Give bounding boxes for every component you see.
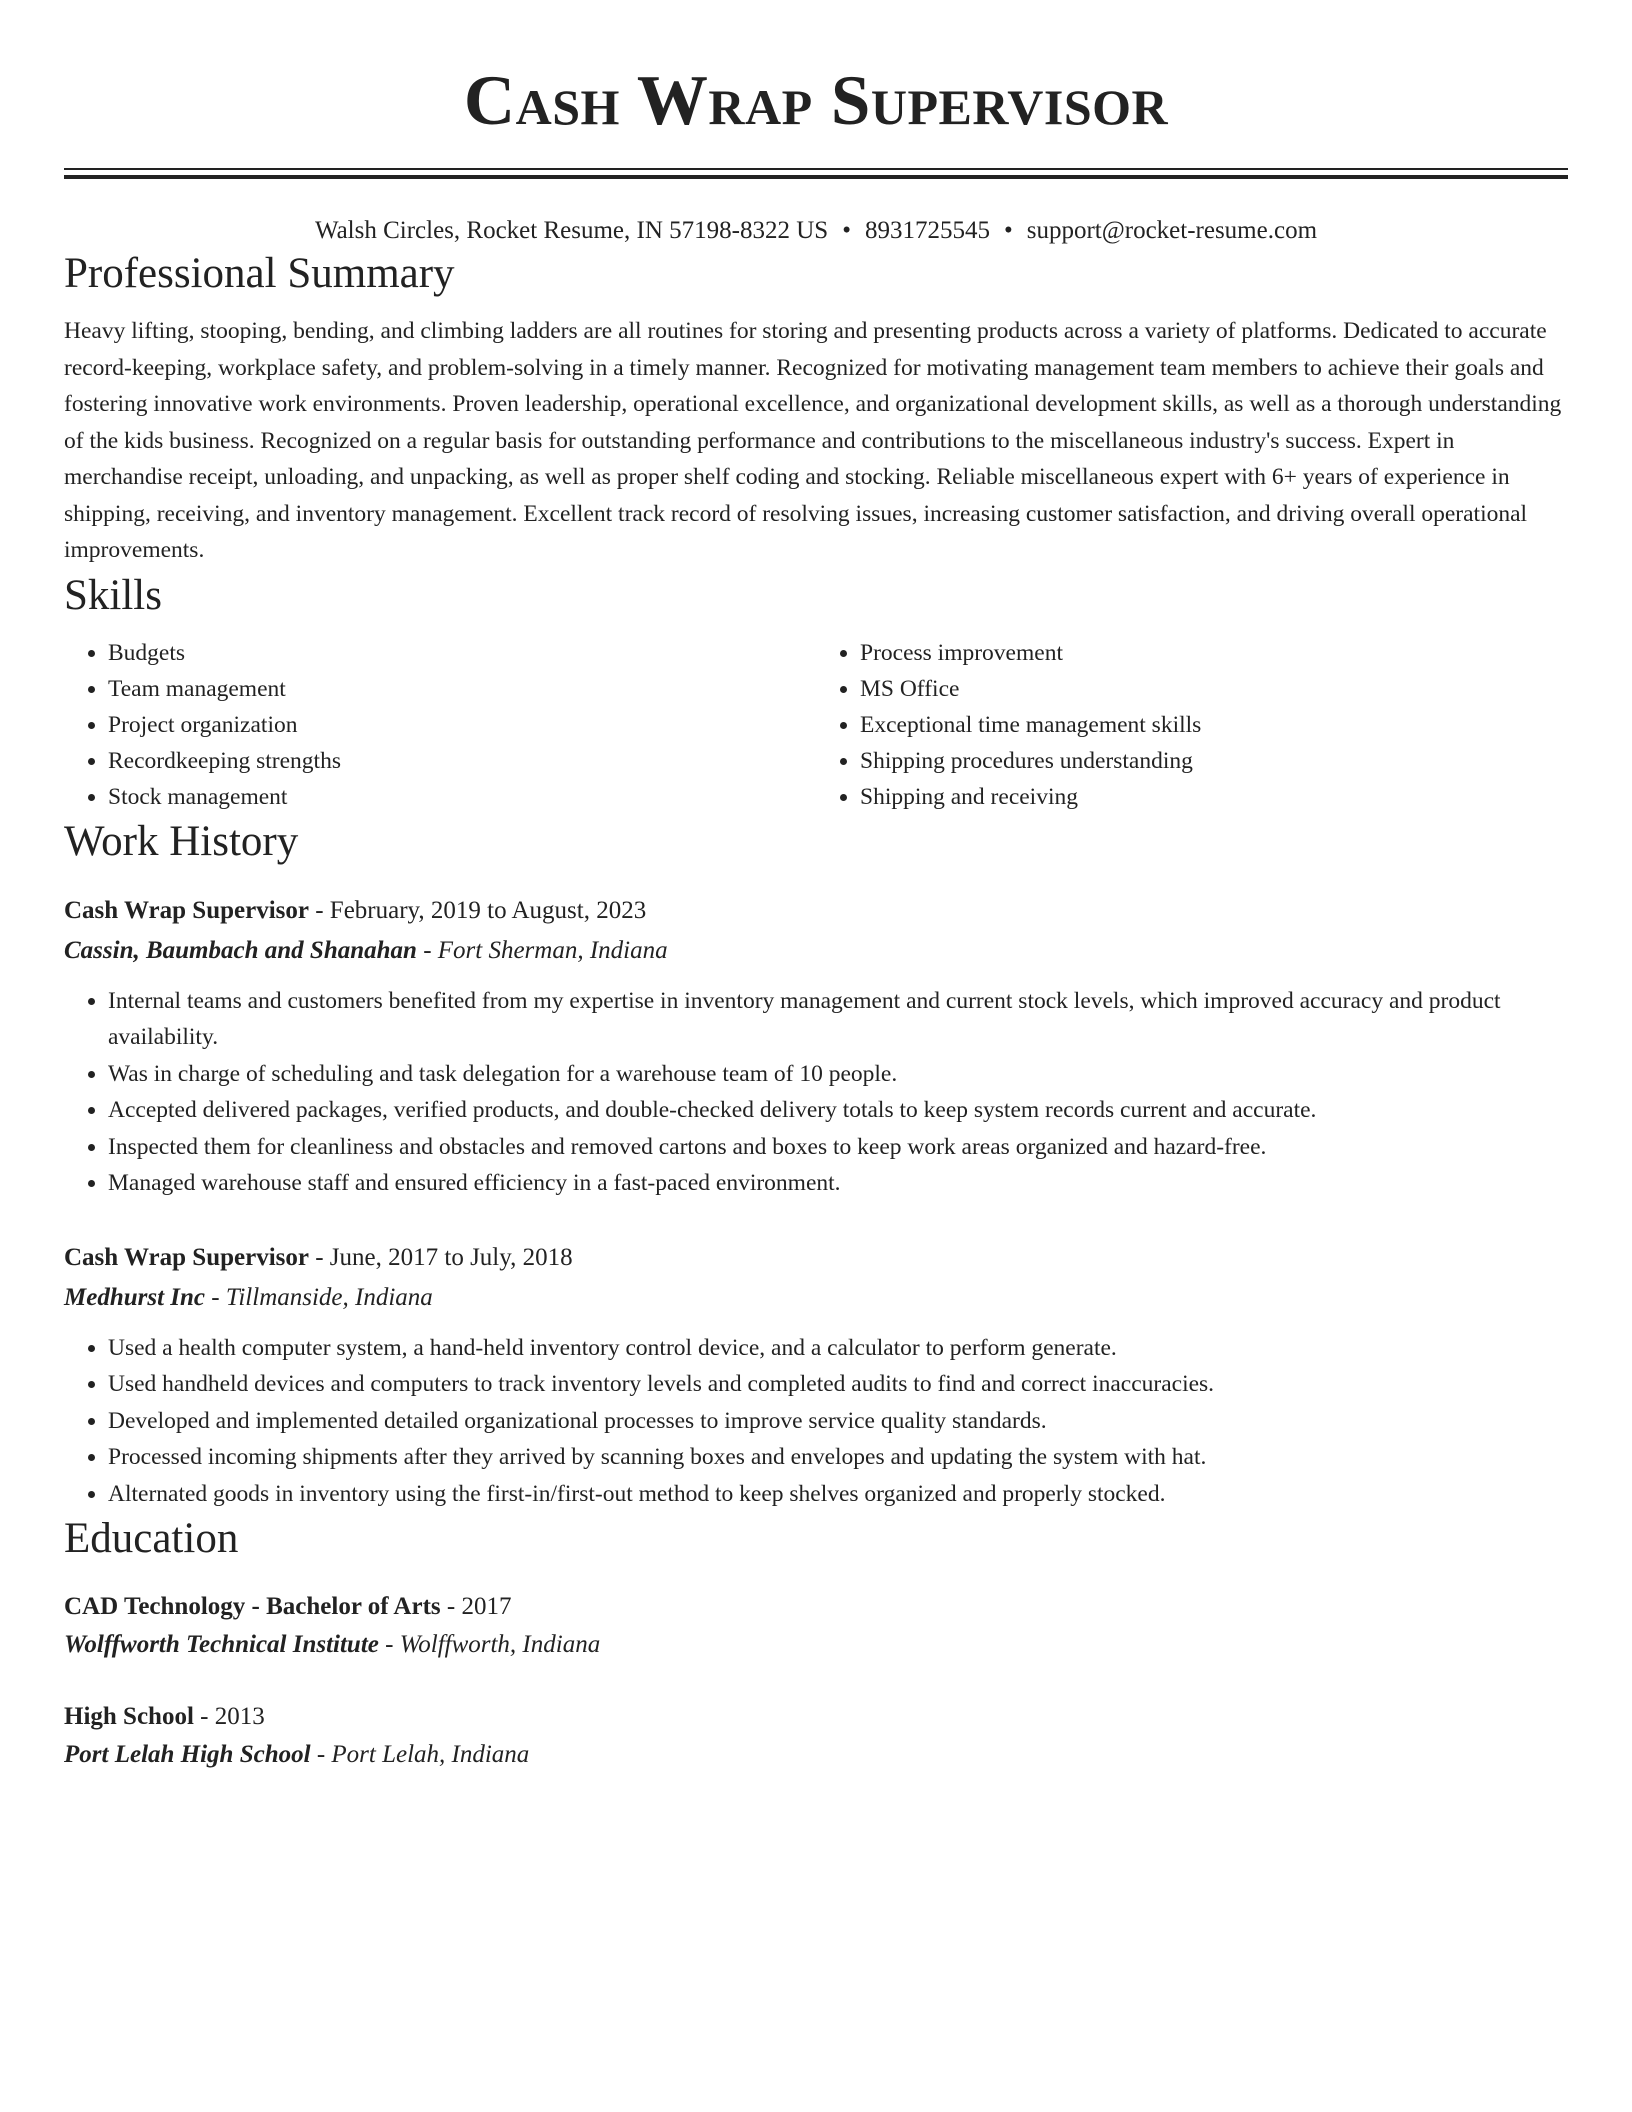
job-title: Cash Wrap Supervisor [64, 1243, 309, 1271]
education-entry [64, 1698, 1568, 1774]
resume-name: Cash Wrap Supervisor [463, 62, 1169, 140]
job-company: Cassin, Baumbach and Shanahan [64, 936, 417, 964]
job-title: Cash Wrap Supervisor [64, 896, 309, 924]
contact-separator: • [842, 217, 851, 244]
education-school-line [64, 1626, 1568, 1664]
skills-list-right [816, 635, 1568, 815]
job-bullets [64, 983, 1568, 1202]
skills-heading: Skills [64, 571, 162, 619]
job-entry [64, 1238, 1568, 1513]
skills-columns [64, 635, 1568, 815]
contact-line [64, 215, 1568, 247]
skill-item: • Stock management [108, 779, 816, 815]
skill-item: • Project organization [108, 707, 816, 743]
education-degree-line [64, 1698, 1568, 1736]
job-dates: - June, 2017 to July, 2018 [308, 1243, 573, 1271]
education-year: - 2013 [193, 1703, 265, 1730]
job-entry [64, 891, 1568, 1202]
header-double-rule [64, 168, 1568, 179]
skill-item: • Team management [108, 671, 816, 707]
education-location: - Port Lelah, Indiana [310, 1741, 530, 1768]
job-bullet: • Inspected them for cleanliness and obstacles and removed cartons and boxes to keep work areas organized and hazard-free. [108, 1129, 1568, 1166]
education-school: Port Lelah High School [64, 1741, 311, 1768]
job-bullets [64, 1330, 1568, 1513]
skill-item: • Shipping and receiving [860, 779, 1568, 815]
contact-separator: • [1003, 217, 1013, 244]
education-school: Wolffworth Technical Institute [64, 1631, 379, 1658]
job-location: - Fort Sherman, Indiana [416, 936, 668, 964]
job-bullet: • Managed warehouse staff and ensured efficiency in a fast-paced environment. [108, 1165, 1568, 1202]
education-degree: CAD Technology - Bachelor of Arts [64, 1593, 441, 1620]
contact-address: Walsh Circles, Rocket Resume, IN 57198-8322 US [314, 217, 829, 244]
summary-heading: Professional Summary [64, 250, 455, 297]
summary-text: Heavy lifting, stooping, bending, and climbing ladders are all routines for storing and presenting products across a variety of platforms. Dedicated to accurate record-keeping, workplace safety, and problem-solving in a timely manner. Recognized for motivating management team members to achieve their goals and fostering innovative work environments. Proven leadership, operational excellence, and organizational development skills, as well as a thorough understanding of the kids business. Recognized on a regular basis for outstanding performance and contributions to the miscellaneous industry's success. Expert in merchandise receipt, unloading, and unpacking, as well as proper shelf coding and stocking. Reliable miscellaneous expert with 6+ years of experience in shipping, receiving, and inventory management. Excellent track record of resolving issues, increasing customer satisfaction, and driving overall operational improvements. [64, 318, 1562, 563]
job-title-line [64, 1238, 1568, 1278]
skill-item: • Recordkeeping strengths [108, 743, 816, 779]
job-bullet: • Used handheld devices and computers to track inventory levels and completed audits to find and correct inaccuracies. [108, 1366, 1568, 1403]
education-degree: High School [64, 1703, 194, 1730]
job-bullet: • Was in charge of scheduling and task delegation for a warehouse team of 10 people. [108, 1056, 1568, 1093]
job-bullet: • Developed and implemented detailed organizational processes to improve service quality standards. [108, 1403, 1568, 1440]
education-year: - 2017 [440, 1593, 512, 1620]
skill-item: • Shipping procedures understanding [860, 743, 1568, 779]
education-school-line [64, 1736, 1568, 1774]
contact-email: support@rocket-resume.com [1026, 217, 1318, 244]
education-entry [64, 1588, 1568, 1664]
skill-item: • Exceptional time management skills [860, 707, 1568, 743]
education-degree-line [64, 1588, 1568, 1626]
skill-item: • Process improvement [860, 635, 1568, 671]
job-bullet: • Accepted delivered packages, verified products, and double-checked delivery totals to keep system records current and accurate. [108, 1092, 1568, 1129]
job-location: - Tillmanside, Indiana [205, 1283, 433, 1311]
skills-list-left [64, 635, 816, 815]
rule-thin [64, 168, 1568, 170]
skill-item: • MS Office [860, 671, 1568, 707]
contact-phone: 8931725545 [864, 217, 990, 244]
job-company-line [64, 931, 1568, 971]
job-bullet: • Internal teams and customers benefited from my expertise in inventory management and current stock levels, which improved accuracy and product availability. [108, 983, 1568, 1056]
job-dates: - February, 2019 to August, 2023 [308, 896, 647, 924]
education-heading: Education [64, 1515, 239, 1562]
job-title-line [64, 891, 1568, 931]
job-bullet: • Alternated goods in inventory using the first-in/first-out method to keep shelves organized and properly stocked. [108, 1476, 1568, 1513]
job-bullet: • Processed incoming shipments after they arrived by scanning boxes and envelopes and updating the system with hat. [108, 1439, 1568, 1476]
education-location: - Wolffworth, Indiana [378, 1631, 601, 1658]
skill-item: • Budgets [108, 635, 816, 671]
work-history-heading: Work History [64, 817, 299, 865]
rule-thick [64, 175, 1568, 179]
job-company: Medhurst Inc [64, 1283, 206, 1311]
job-bullet: • Used a health computer system, a hand-held inventory control device, and a calculator to perform generate. [108, 1330, 1568, 1367]
job-company-line [64, 1278, 1568, 1318]
